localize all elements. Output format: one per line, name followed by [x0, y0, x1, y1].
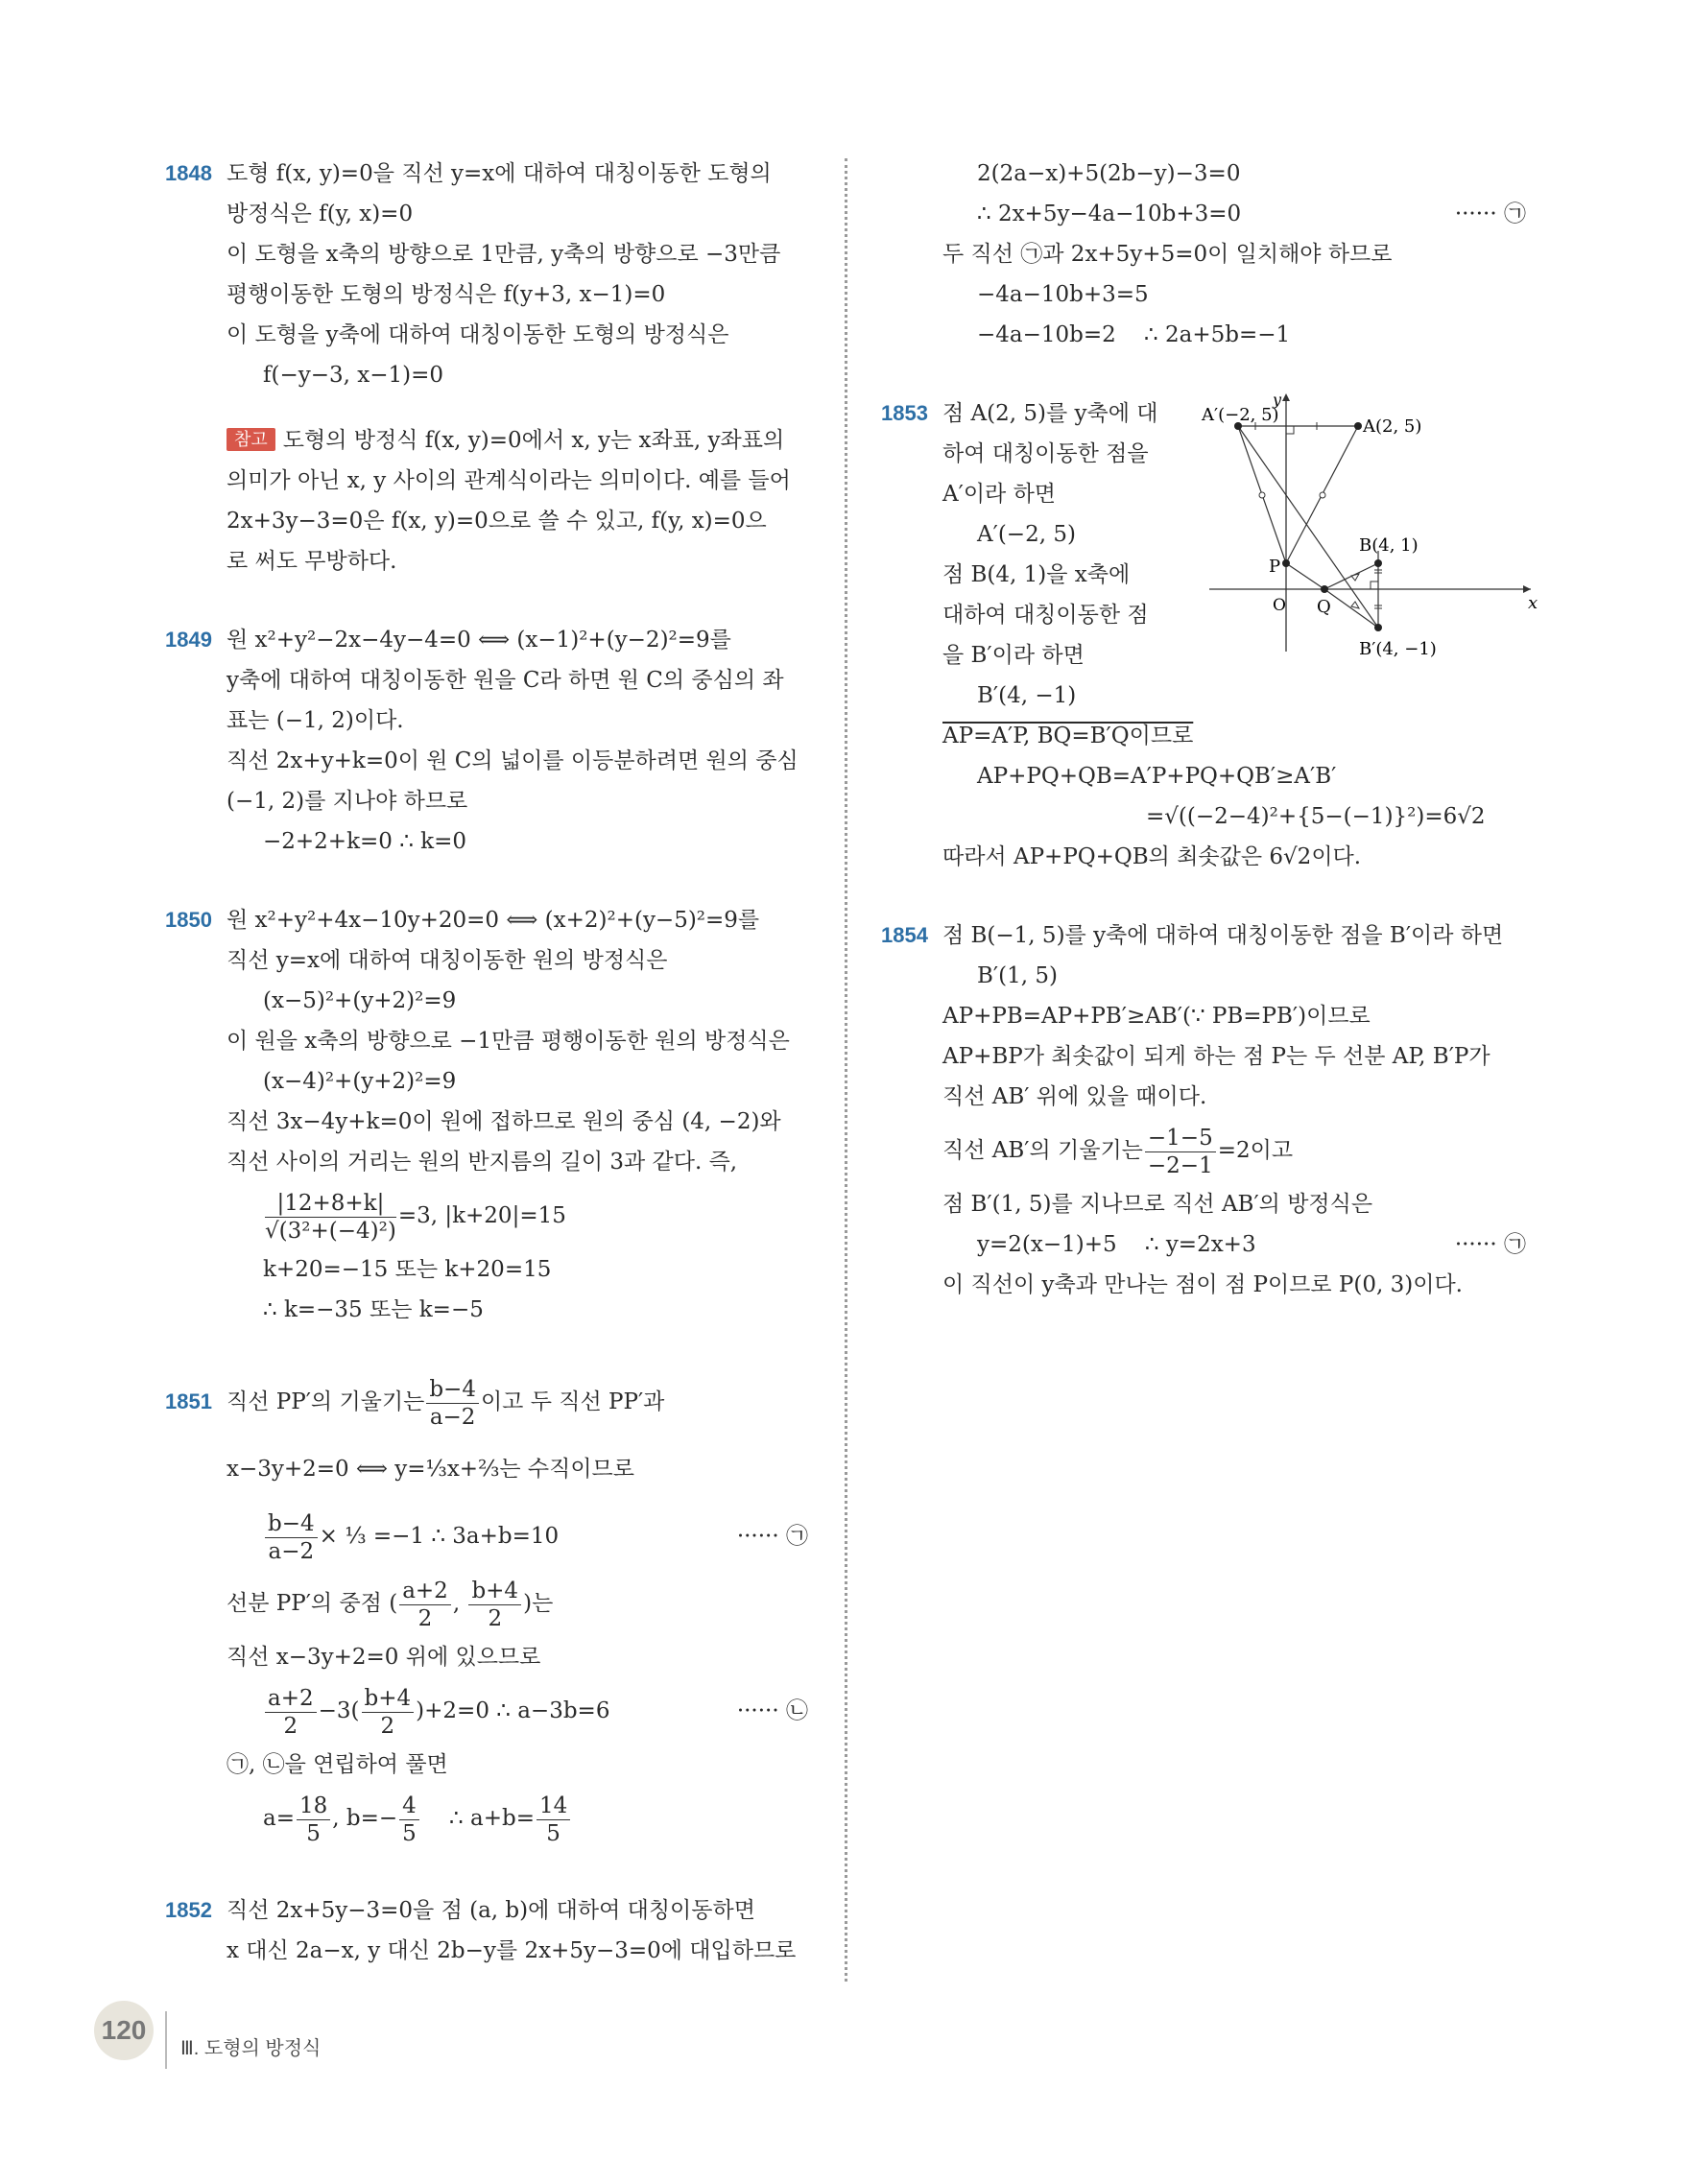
footer-divider [165, 2011, 167, 2069]
note-tag: 참고 [227, 428, 275, 451]
equation-mark: ······ ㉠ [1454, 1232, 1526, 1257]
label-Q: Q [1317, 597, 1331, 617]
column-divider [845, 158, 847, 1982]
point-B [1374, 559, 1382, 567]
origin-label: O [1273, 596, 1286, 615]
y-axis-arrow [1282, 393, 1290, 401]
equation-mark: ······ ㉠ [1454, 202, 1526, 226]
problem-1852-continued: 2(2a−x)+5(2b−y)−3=0 ∴ 2x+5y−4a−10b+3=0 ······ ㉠ 두 직선 ㉠과 2x+5y+5=0이 일치해야 하므로 −4a−10b+3=5 −4a−10b=2 ∴ 2a+5b=−1 [942, 161, 1526, 347]
chapter-title: Ⅲ. 도형의 방정식 [180, 2038, 322, 2059]
problem-1853: 1853 점 A(2, 5)를 y축에 대 하여 대칭이동한 점을 A′이라 하면 A′(−2, 5) 점 B(4, 1)을 x축에 대하여 대칭이동한 점 을 B′이라 하면 B′(4, −1) AP=A′P, BQ=B′Q이므로 AP+PQ+QB=A′P+PQ+QB′≥A′B′ =√((−2−4)²+{5−(−1)}²)=6√2 따라서 AP+PQ+QB의 최솟값은 6√2이다. x y O A′(−2, 5) A(2, 5) B(4, 1) B′(4, −1) P Q [881, 393, 1526, 877]
right-angle-mark [1371, 582, 1378, 589]
point-A [1354, 422, 1362, 430]
point-P [1282, 559, 1290, 567]
problem-number: 1848 [165, 161, 212, 185]
problem-1850: 1850 원 x²+y²+4x−10y+20=0 ⟺ (x+2)²+(y−5)²=9를 직선 y=x에 대하여 대칭이동한 원의 방정식은 (x−5)²+(y+2)²=9 이 원을 x축의 방향으로 −1만큼 평행이동한 원의 방정식은 (x−4)²+(y+2)²=9 직선 3x−4y+k=0이 원에 접하므로 원의 중심 (4, −2)와 직선 사이의 거리는 원의 반지름의 길이 3과 같다. 즉, $\frac{|12+8+k|}{\text{√(3²+(−4)²)}}$ =3, |k+20|=15 k+20=−15 또는 k+20=15 ∴ k=−35 또는 k=−5 [165, 900, 808, 1330]
x-label: x [1528, 593, 1538, 613]
label-B-prime: B′(4, −1) [1359, 639, 1437, 659]
equal-mark [1320, 492, 1325, 498]
equal-mark [1351, 602, 1359, 608]
problem-number: 1850 [165, 908, 212, 932]
problem-number: 1854 [881, 923, 928, 947]
problem-1852: 1852 직선 2x+5y−3=0을 점 (a, b)에 대하여 대칭이동하면 x 대신 2a−x, y 대신 2b−y를 2x+5y−3=0에 대입하므로 [165, 1890, 808, 1971]
problem-number: 1853 [881, 401, 928, 425]
problem-1849: 1849 원 x²+y²−2x−4y−4=0 ⟺ (x−1)²+(y−2)²=9를 y축에 대하여 대칭이동한 원을 C라 하면 원 C의 중심의 좌 표는 (−1, 2)이다. 직선 2x+y+k=0이 원 C의 넓이를 이등분하려면 원의 중심 (−1, 2)를 지나야 하므로 −2+2+k=0 ∴ k=0 [165, 620, 808, 862]
segment-QB-prime [1324, 589, 1378, 628]
problem-1851: 1851 직선 PP′의 기울기는 $\frac{b-4}{a-2}$ 이고 두 직선 PP′과 x−3y+2=0 ⟺ y=⅓x+⅔는 수직이므로 $\frac{b-4}{a-2}$ × ⅓ =−1 ∴ 3a+b=10 ······ ㉠ 선분 PP′의 중점 ( $\frac{a+2}{2}$ , $\frac{b+4}{2}$ )는 직선 x−3y+2=0 위에 있으므로 $\frac{a+2}{2}$ −3( $\frac{b+4}{2}$ )+2=0 ∴ a−3b=6 ······ ㉡ ㉠, ㉡을 연립하여 풀면 a= $\frac{18}{5}$ , b=− $\frac{4}{5}$ ∴ a+b= $\frac{14}{5}$ [165, 1368, 808, 1852]
equation-mark: ······ ㉠ [736, 1524, 808, 1549]
label-A: A(2, 5) [1363, 416, 1422, 437]
y-label: y [1273, 391, 1282, 409]
page-number: 120 [94, 2001, 154, 2060]
fraction: $\frac{|12+8+k|}{\text{√(3²+(−4)²)}}$ [265, 1190, 396, 1244]
label-A-prime: A′(−2, 5) [1202, 405, 1279, 425]
problem-1854: 1854 점 B(−1, 5)를 y축에 대하여 대칭이동한 점을 B′이라 하면 B′(1, 5) AP+PB=AP+PB′≥AB′(∵ PB=PB′)이므로 AP+BP가 최솟값이 되게 하는 점 P는 두 선분 AP, B′P가 직선 AB′ 위에 있을 때이다. 직선 AB′의 기울기는 $\frac{-1-5}{-2-1}$ =2이고 점 B′(1, 5)를 지나므로 직선 AB′의 방정식은 y=2(x−1)+5 ∴ y=2x+3 ······ ㉠ 이 직선이 y축과 만나는 점이 점 P이므로 P(0, 3)이다. [881, 915, 1526, 1305]
problem-number: 1852 [165, 1898, 212, 1922]
problem-number: 1851 [165, 1389, 212, 1413]
left-column [165, 154, 808, 1971]
equal-mark [1259, 492, 1265, 498]
equal-mark [1351, 574, 1359, 581]
segment-PQ [1286, 563, 1324, 589]
segment-A-prime-B-prime [1238, 426, 1378, 628]
label-P: P [1269, 557, 1281, 577]
point-B-prime [1374, 624, 1382, 631]
right-column [881, 154, 1538, 1305]
x-axis-arrow [1523, 585, 1531, 593]
note: 참고 도형의 방정식 f(x, y)=0에서 x, y는 x좌표, y좌표의 [165, 420, 808, 461]
reflection-graph [1190, 388, 1538, 659]
right-angle-mark [1286, 426, 1294, 434]
equation-mark: ······ ㉡ [736, 1698, 808, 1723]
problem-1848: 1848 도형 f(x, y)=0을 직선 y=x에 대하여 대칭이동한 도형의 방정식은 f(y, x)=0 이 도형을 x축의 방향으로 1만큼, y축의 방향으로 −3만큼 평행이동한 도형의 방정식은 f(y+3, x−1)=0 이 도형을 y축에 대하여 대칭이동한 도형의 방정식은 f(−y−3, x−1)=0 참고 도형의 방정식 f(x, y)=0에서 x, y는 x좌표, y좌표의 의미가 아닌 x, y 사이의 관계식이라는 의미이다. 예를 들어 2x+3y−3=0은 f(x, y)=0으로 쓸 수 있고, f(y, x)=0으 로 써도 무방하다. [165, 154, 808, 582]
label-B: B(4, 1) [1359, 535, 1419, 556]
point-Q [1321, 585, 1328, 593]
problem-number: 1849 [165, 628, 212, 652]
